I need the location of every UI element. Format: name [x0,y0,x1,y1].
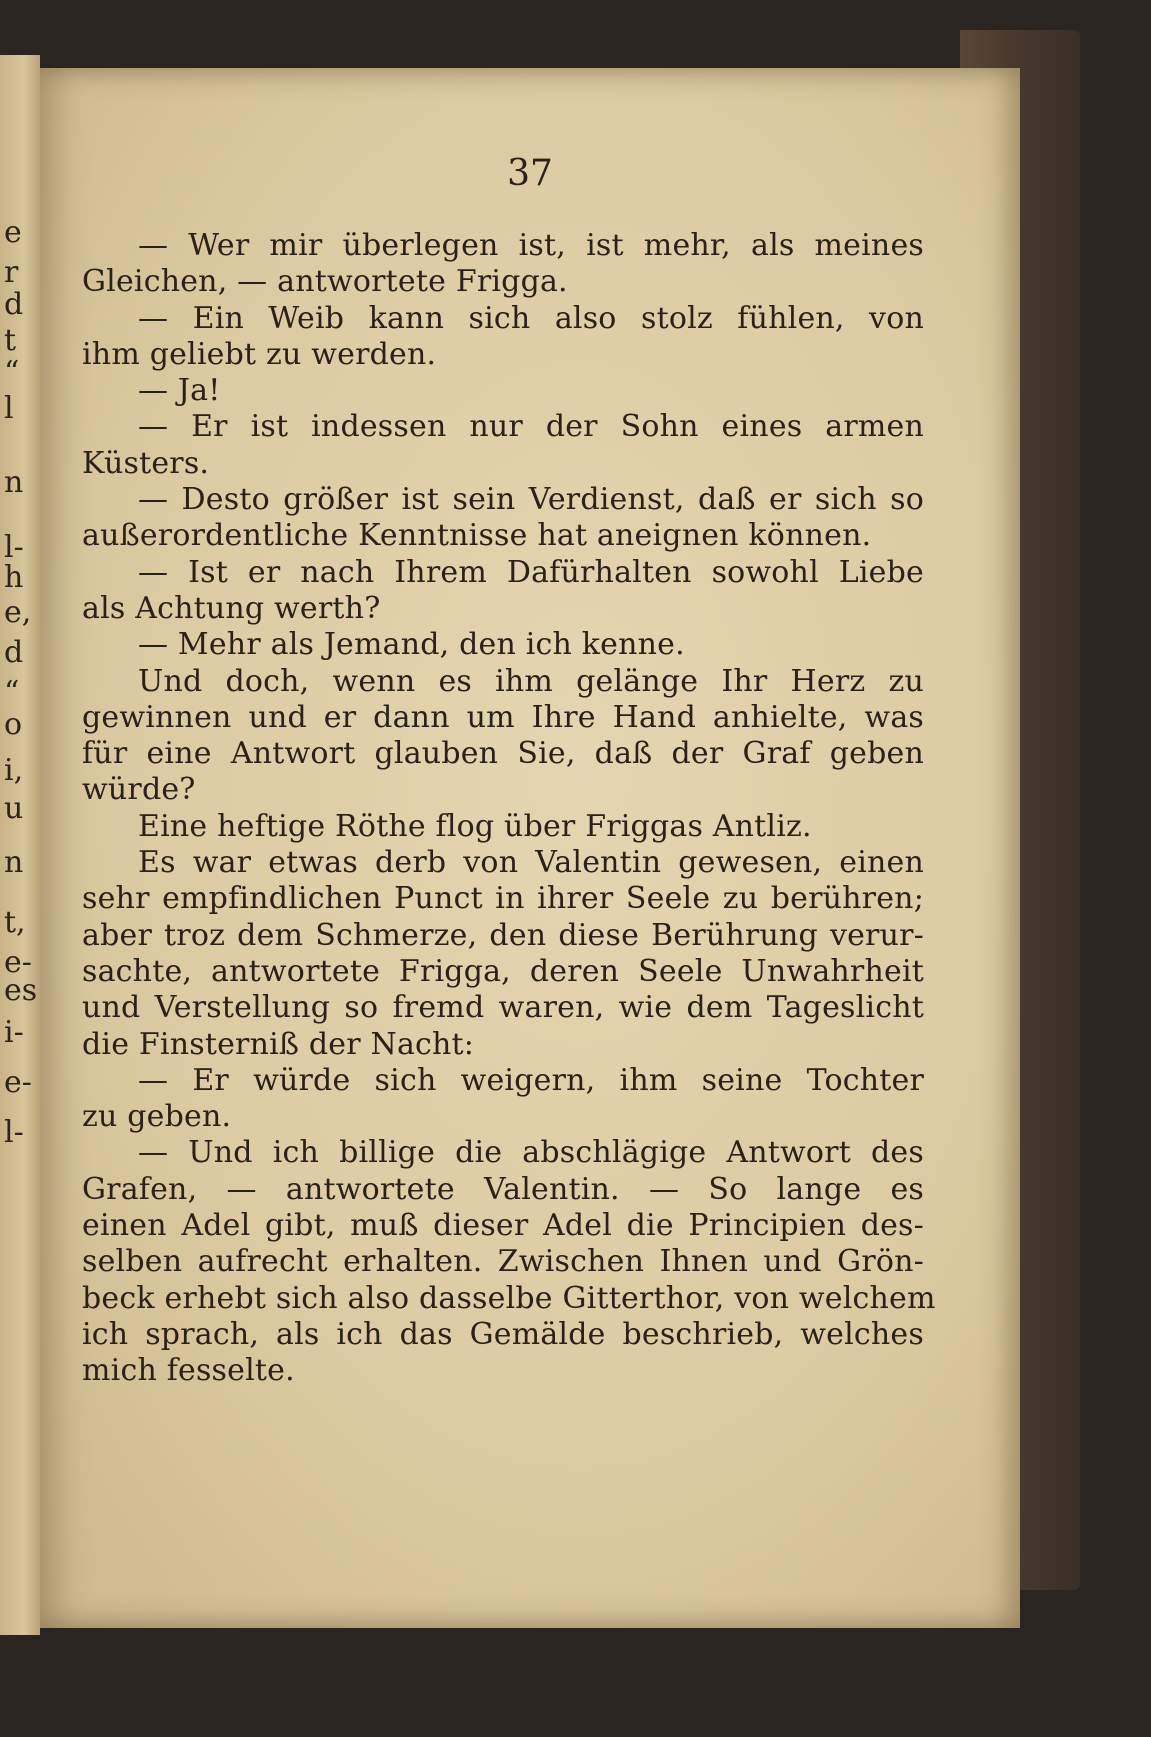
text-line: — Mehr als Jemand, den ich kenne. [138,627,685,663]
margin-fragment: h [4,560,24,595]
text-line: Es war etwas derb von Valentin gewesen, einen [138,845,924,881]
book-page [40,68,1020,1628]
text-line: mich fesselte. [82,1353,295,1389]
text-line: — Und ich billige die abschlägige Antwort des [138,1135,924,1171]
text-line: Küsters. [82,445,210,481]
page-number: 37 [507,153,553,194]
margin-fragment: r [4,255,19,290]
text-line: zu geben. [82,1099,232,1135]
text-line: würde? [82,772,196,808]
text-line: außerordentliche Kenntnisse hat aneignen können. [82,518,872,554]
text-line: — Ja! [138,373,221,409]
text-line: als Achtung werth? [82,590,381,626]
margin-fragment: o [4,707,23,742]
margin-fragment: t, [4,905,26,940]
text-line: — Wer mir überlegen ist, ist mehr, als meines [138,228,924,263]
text-line: sachte, antwortete Frigga, deren Seele Unwahrheit [82,953,924,989]
text-line: für eine Antwort glauben Sie, daß der Graf geben [82,736,924,772]
text-line: — Ein Weib kann sich also stolz fühlen, von [138,300,924,336]
margin-fragment: n [4,845,24,880]
margin-fragment: e, [4,595,32,630]
margin-fragment: d [4,287,24,322]
previous-page-edge [0,55,40,1635]
text-line: die Finsterniß der Nacht: [82,1026,475,1062]
margin-fragment: e- [4,1065,32,1100]
margin-fragment: “ [4,675,20,710]
text-line: Und doch, wenn es ihm gelänge Ihr Herz zu [138,663,924,699]
text-line: Grafen, — antwortete Valentin. — So lange es [82,1171,924,1207]
text-line: — Er würde sich weigern, ihm seine Tochter [138,1062,924,1098]
text-line: beck erhebt sich also dasselbe Gitterthor, von welchem [82,1280,936,1316]
text-line: gewinnen und er dann um Ihre Hand anhielte, was [82,699,924,735]
text-line: aber troz dem Schmerze, den diese Berührung verur- [82,917,924,953]
text-line: sehr empfindlichen Punct in ihrer Seele zu berühren; [82,881,924,917]
text-line: — Desto größer ist sein Verdienst, daß er sich so [138,482,924,518]
text-line: — Er ist indessen nur der Sohn eines armen [138,409,924,445]
previous-page-margin-text [2,55,38,1635]
margin-fragment: u [4,791,24,826]
text-line: und Verstellung so fremd waren, wie dem Tageslicht [82,990,924,1026]
margin-fragment: es [4,973,38,1008]
margin-fragment: l [4,391,14,426]
margin-fragment: i, [4,753,24,788]
text-line: Gleichen, — antwortete Frigga. [82,264,568,300]
text-line: — Ist er nach Ihrem Dafürhalten sowohl Liebe [138,554,924,590]
margin-fragment: n [4,465,24,500]
margin-fragment: “ [4,355,20,390]
text-line: einen Adel gibt, muß dieser Adel die Principien des- [82,1208,924,1244]
margin-fragment: d [4,635,24,670]
margin-fragment: l- [4,530,24,565]
text-line: ihm geliebt zu werden. [82,336,437,372]
margin-fragment: e- [4,945,32,980]
margin-fragment: t [4,323,17,358]
margin-fragment: i- [4,1015,24,1050]
text-line: selben aufrecht erhalten. Zwischen Ihnen und Grön- [82,1244,924,1280]
margin-fragment: l- [4,1115,24,1150]
margin-fragment: e [4,215,22,250]
text-line: ich sprach, als ich das Gemälde beschrieb, welches [82,1316,924,1352]
text-line: Eine heftige Röthe flog über Friggas Antliz. [138,808,812,844]
page-text-body [82,228,936,1390]
